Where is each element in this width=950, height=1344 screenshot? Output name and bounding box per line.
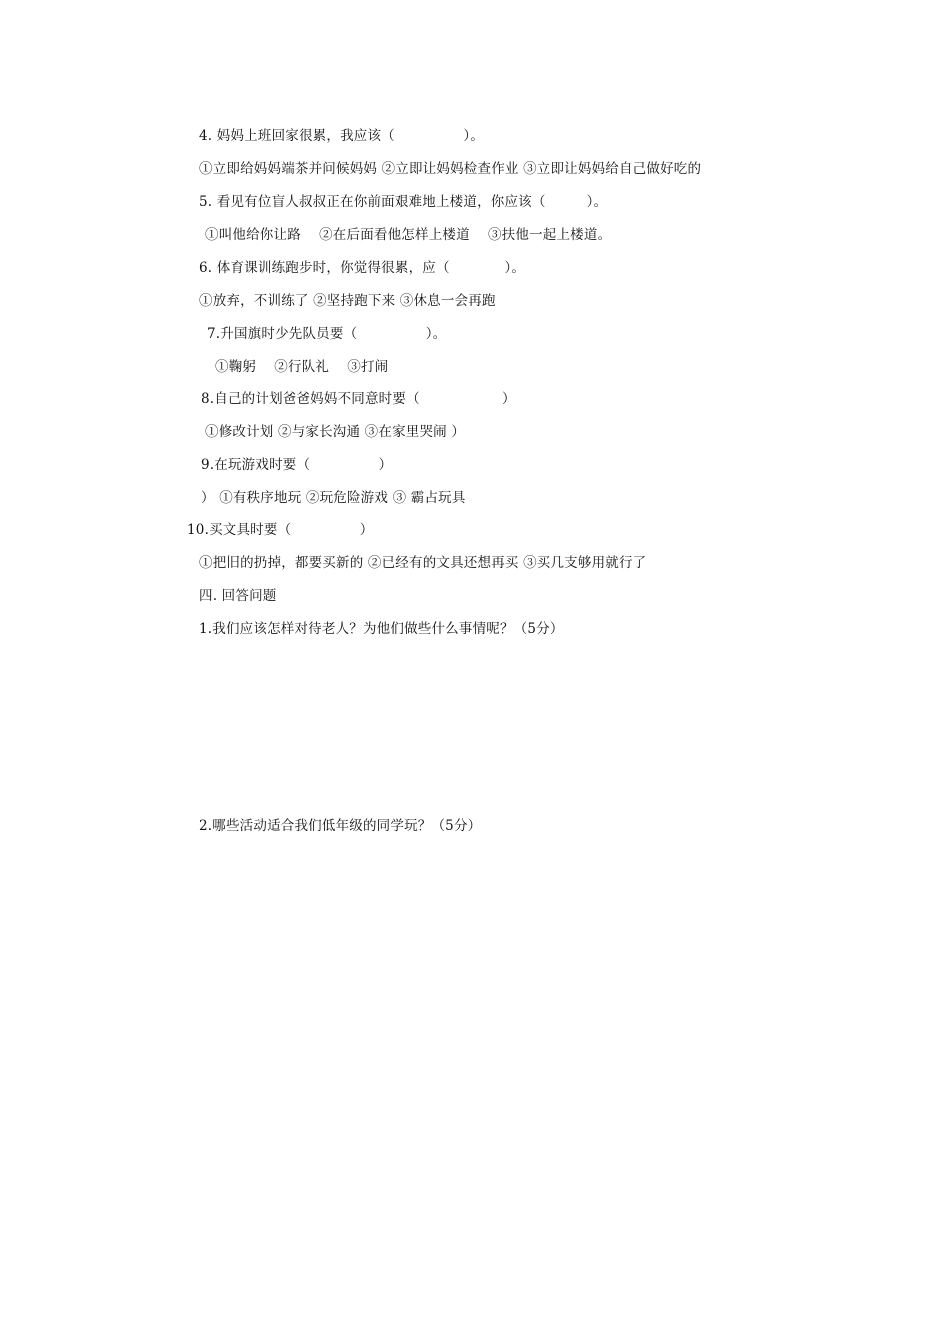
question-8-options: ①修改计划 ②与家长沟通 ③在家里哭闹 ） — [205, 424, 466, 440]
question-10: 10.买文具时要（ ） — [187, 522, 374, 538]
question-7: 7.升国旗时少先队员要（ ）。 — [207, 326, 447, 342]
question-8: 8.自己的计划爸爸妈妈不同意时要（ ） — [201, 391, 516, 407]
question-7-options: ①鞠躬 ②行队礼 ③打闹 — [215, 359, 389, 375]
question-10-options: ①把旧的扔掉，都要买新的 ②已经有的文具还想再买 ③买几支够用就行了 — [199, 555, 647, 571]
question-6: 6. 体育课训练跑步时，你觉得很累，应（ ）。 — [199, 260, 526, 276]
question-4-options: ①立即给妈妈端茶并问候妈妈 ②立即让妈妈检查作业 ③立即让妈妈给自己做好吃的 — [199, 161, 702, 177]
question-9-options: ） ①有秩序地玩 ②玩危险游戏 ③ 霸占玩具 — [201, 490, 466, 506]
question-6-options: ①放弃，不训练了 ②坚持跑下来 ③休息一会再跑 — [199, 293, 496, 309]
question-4: 4. 妈妈上班回家很累，我应该（ ）。 — [199, 128, 485, 144]
question-5-options: ①叫他给你让路 ②在后面看他怎样上楼道 ③扶他一起上楼道。 — [205, 227, 612, 243]
answer-question-2: 2.哪些活动适合我们低年级的同学玩？（5分） — [199, 818, 482, 834]
section-heading-answer-questions: 四. 回答问题 — [199, 588, 277, 604]
question-9: 9.在玩游戏时要（ ） — [201, 457, 393, 473]
answer-question-1: 1.我们应该怎样对待老人？为他们做些什么事情呢？（5分） — [199, 621, 564, 637]
question-5: 5. 看见有位盲人叔叔正在你前面艰难地上楼道，你应该（ ）。 — [199, 194, 608, 210]
